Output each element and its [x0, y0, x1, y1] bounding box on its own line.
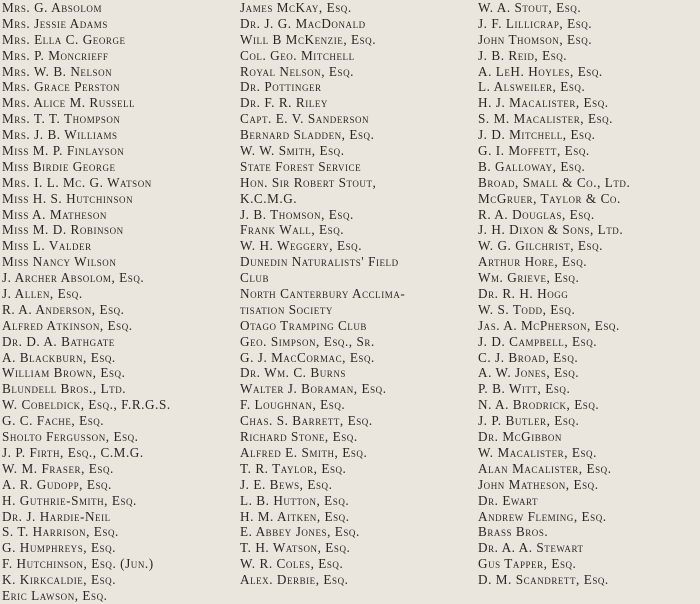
list-entry: L. Alsweiler, Esq.	[478, 79, 586, 95]
list-entry: Miss M. D. Robinson	[2, 222, 124, 238]
list-entry: J. P. Firth, Esq., C.M.G.	[2, 444, 144, 460]
list-entry: Hon. Sir Robert Stout,	[240, 174, 377, 190]
list-entry: Dr. D. A. Bathgate	[2, 333, 115, 349]
list-entry: Alex. Derbie, Esq.	[240, 572, 349, 588]
list-entry: S. M. Macalister, Esq.	[478, 111, 614, 127]
list-entry: H. Guthrie-Smith, Esq.	[2, 492, 137, 508]
list-entry: A. Blackburn, Esq.	[2, 349, 116, 365]
list-entry: G. C. Fache, Esq.	[2, 413, 105, 429]
list-entry: Royal Nelson, Esq.	[240, 63, 354, 79]
list-entry: J. F. Lillicrap, Esq.	[478, 15, 593, 31]
list-entry: Dr. J. Hardie-Neil	[2, 508, 111, 524]
list-entry: W. W. Smith, Esq.	[240, 143, 345, 159]
list-entry: C. J. Broad, Esq.	[478, 349, 579, 365]
list-entry: E. Abbey Jones, Esq.	[240, 524, 360, 540]
list-entry: W. A. Stout, Esq.	[478, 0, 582, 15]
list-entry: G. I. Moffett, Esq.	[478, 143, 590, 159]
list-entry: Will B McKenzie, Esq.	[240, 31, 377, 47]
list-entry: Bernard Sladden, Esq.	[240, 127, 375, 143]
list-entry: Broad, Small & Co., Ltd.	[478, 174, 631, 190]
list-entry: Dr. A. A. Stewart	[478, 540, 584, 556]
list-entry: Richard Stone, Esq.	[240, 429, 358, 445]
name-column-1	[2, 0, 238, 604]
list-entry: Dr. J. G. MacDonald	[240, 15, 366, 31]
list-entry: John Matheson, Esq.	[478, 476, 599, 492]
list-entry: Mrs. J. B. Williams	[2, 127, 118, 143]
list-entry: Mrs. Ella C. George	[2, 31, 126, 47]
list-entry: Mrs. I. L. Mc. G. Watson	[2, 174, 152, 190]
list-entry: J. D. Mitchell, Esq.	[478, 127, 596, 143]
list-entry: Col. Geo. Mitchell	[240, 47, 355, 63]
list-entry: P. B. Witt, Esq.	[478, 381, 571, 397]
list-entry: Miss Nancy Wilson	[2, 254, 117, 270]
list-entry: Miss M. P. Finlayson	[2, 143, 125, 159]
list-entry: J. H. Dixon & Sons, Ltd.	[478, 222, 624, 238]
list-entry: N. A. Brodrick, Esq.	[478, 397, 600, 413]
list-entry: K.C.M.G.	[240, 190, 298, 206]
list-entry: tisation Society	[240, 301, 333, 317]
list-entry: W. R. Coles, Esq.	[240, 556, 344, 572]
list-entry: H. J. Macalister, Esq.	[478, 95, 609, 111]
list-entry: W. M. Fraser, Esq.	[2, 460, 114, 476]
list-entry: Dr. Ewart	[478, 492, 539, 508]
list-entry: Dunedin Naturalists' Field	[240, 254, 399, 270]
list-entry: J. B. Thomson, Esq.	[240, 206, 354, 222]
list-entry: D. M. Scandrett, Esq.	[478, 572, 609, 588]
list-entry: T. R. Taylor, Esq.	[240, 460, 347, 476]
list-entry: A. LeH. Hoyles, Esq.	[478, 63, 603, 79]
list-entry: Miss L. Valder	[2, 238, 92, 254]
list-entry: T. H. Watson, Esq.	[240, 540, 351, 556]
list-entry: K. Kirkcaldie, Esq.	[2, 572, 117, 588]
list-entry: Walter J. Boraman, Esq.	[240, 381, 387, 397]
list-entry: S. T. Harrison, Esq.	[2, 524, 119, 540]
list-entry: Eric Lawson, Esq.	[2, 587, 108, 603]
list-entry: State Forest Service	[240, 158, 362, 174]
list-entry: Miss A. Matheson	[2, 206, 107, 222]
list-entry: F. Hutchinson, Esq. (Jun.)	[2, 556, 154, 572]
list-entry: Dr. F. R. Riley	[240, 95, 328, 111]
list-entry: Blundell Bros., Ltd.	[2, 381, 127, 397]
list-entry: Dr. McGibbon	[478, 429, 562, 445]
list-entry: Dr. Wm. C. Burns	[240, 365, 346, 381]
list-entry: A. W. Jones, Esq.	[478, 365, 580, 381]
list-entry: F. Loughnan, Esq.	[240, 397, 346, 413]
list-entry: Andrew Fleming, Esq.	[478, 508, 607, 524]
list-entry: J. D. Campbell, Esq.	[478, 333, 598, 349]
list-entry: Frank Wall, Esq.	[240, 222, 345, 238]
list-entry: Otago Tramping Club	[240, 317, 367, 333]
list-entry: Arthur Hore, Esq.	[478, 254, 588, 270]
list-entry: Dr. Pottinger	[240, 79, 322, 95]
list-entry: Mrs. T. T. Thompson	[2, 111, 121, 127]
list-entry: H. M. Aitken, Esq.	[240, 508, 350, 524]
list-entry: J. P. Butler, Esq.	[478, 413, 580, 429]
list-entry: W. G. Gilchrist, Esq.	[478, 238, 603, 254]
list-entry: W. H. Weggery, Esq.	[240, 238, 363, 254]
list-entry: Mrs. Grace Perston	[2, 79, 121, 95]
list-entry: J. E. Bews, Esq.	[240, 476, 333, 492]
list-entry: W. Macalister, Esq.	[478, 444, 597, 460]
list-entry: B. Galloway, Esq.	[478, 158, 586, 174]
list-entry: Alfred Atkinson, Esq.	[2, 317, 133, 333]
list-entry: Club	[240, 270, 269, 286]
list-entry: Brass Bros.	[478, 524, 549, 540]
list-entry: G. J. MacCormac, Esq.	[240, 349, 375, 365]
list-entry: J. Allen, Esq.	[2, 286, 83, 302]
list-entry: Mrs. W. B. Nelson	[2, 63, 113, 79]
list-entry: Gus Tapper, Esq.	[478, 556, 577, 572]
list-entry: Capt. E. V. Sanderson	[240, 111, 370, 127]
list-entry: Alan Macalister, Esq.	[478, 460, 612, 476]
list-entry: G. Humphreys, Esq.	[2, 540, 117, 556]
list-entry: R. A. Douglas, Esq.	[478, 206, 595, 222]
list-entry: Dr. R. H. Hogg	[478, 286, 569, 302]
list-entry: James McKay, Esq.	[240, 0, 352, 15]
list-entry: John Thomson, Esq.	[478, 31, 593, 47]
list-entry: Jas. A. McPherson, Esq.	[478, 317, 620, 333]
name-column-3	[478, 0, 698, 588]
list-entry: J. B. Reid, Esq.	[478, 47, 568, 63]
list-entry: R. A. Anderson, Esq.	[2, 301, 125, 317]
list-entry: Mrs. G. Absolom	[2, 0, 102, 15]
list-entry: Geo. Simpson, Esq., Sr.	[240, 333, 375, 349]
list-entry: L. B. Hutton, Esq.	[240, 492, 350, 508]
list-entry: Miss H. S. Hutchinson	[2, 190, 134, 206]
list-entry: A. R. Gudopp, Esq.	[2, 476, 112, 492]
list-entry: Mrs. P. Moncrieff	[2, 47, 109, 63]
list-entry: Mrs. Jessie Adams	[2, 15, 108, 31]
list-entry: Alfred E. Smith, Esq.	[240, 444, 368, 460]
list-entry: W. S. Todd, Esq.	[478, 301, 576, 317]
list-entry: Miss Birdie George	[2, 158, 116, 174]
list-entry: McGruer, Taylor & Co.	[478, 190, 621, 206]
list-entry: Chas. S. Barrett, Esq.	[240, 413, 373, 429]
list-entry: W. Cobeldick, Esq., F.R.G.S.	[2, 397, 171, 413]
list-entry: Wm. Grieve, Esq.	[478, 270, 580, 286]
list-entry: Sholto Fergusson, Esq.	[2, 429, 139, 445]
list-entry: William Brown, Esq.	[2, 365, 126, 381]
list-entry: North Canterbury Acclima-	[240, 286, 406, 302]
list-entry: J. Archer Absolom, Esq.	[2, 270, 145, 286]
list-entry: Mrs. Alice M. Russell	[2, 95, 136, 111]
name-column-2	[240, 0, 476, 588]
